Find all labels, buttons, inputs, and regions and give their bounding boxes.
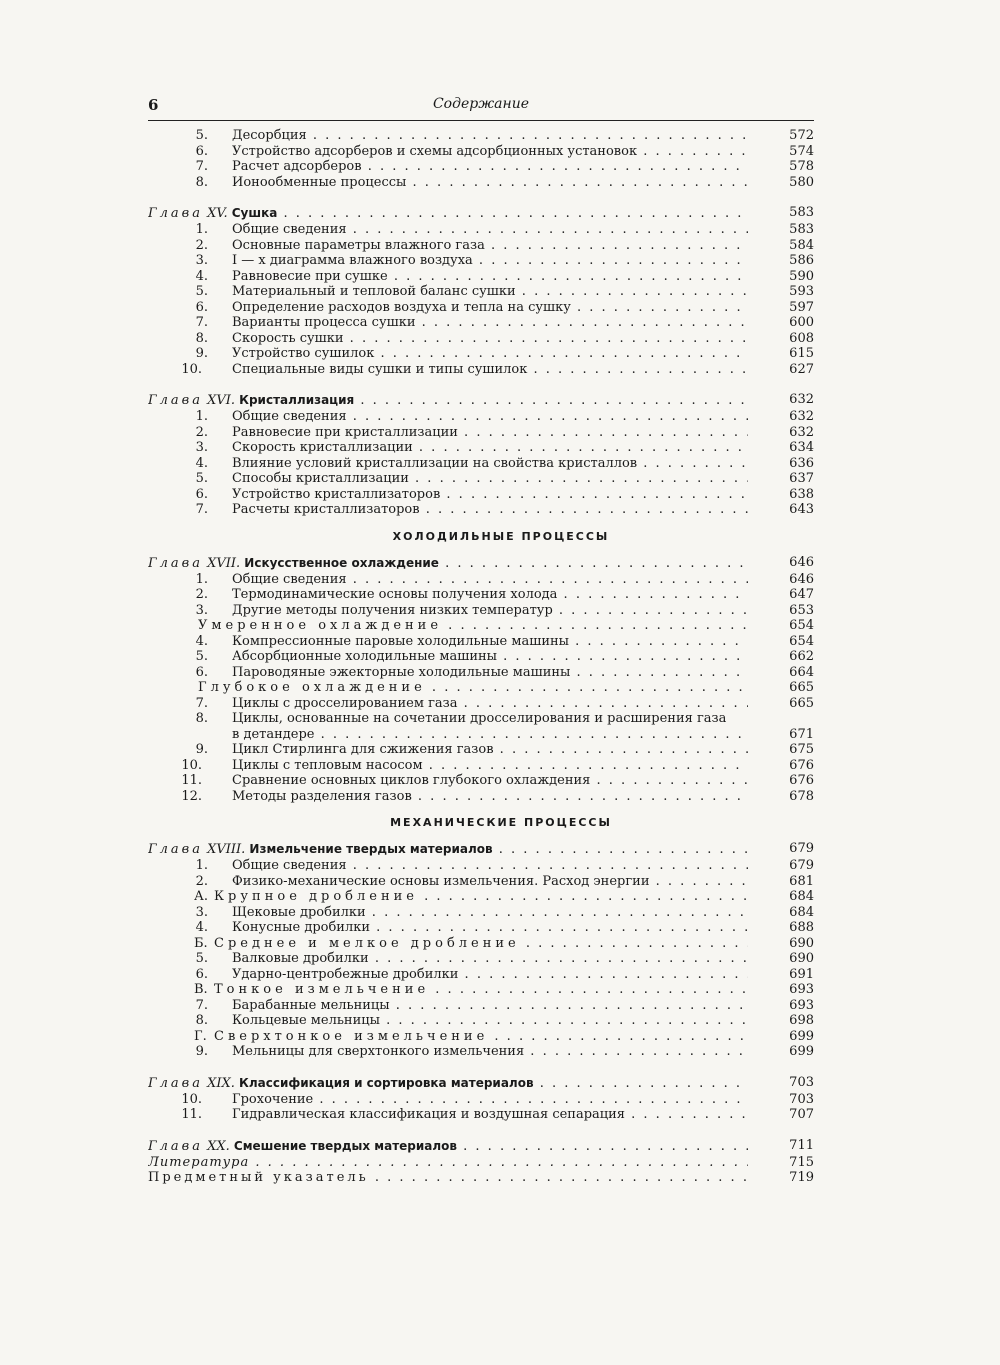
page-ref: 693	[789, 997, 814, 1013]
chapter-label: Глава	[148, 393, 203, 408]
section-title: Методы разделения газов . . .	[232, 789, 748, 805]
section-title: Определение расходов воздуха и тепла на сушку . . .	[232, 300, 748, 316]
section-entry	[148, 362, 814, 378]
section-number: 11.	[181, 1107, 202, 1122]
section-number: 12.	[181, 788, 202, 804]
chapter-label: Глава	[148, 555, 203, 571]
chapter-label: Глава	[148, 206, 203, 221]
section-number: 9.	[195, 346, 208, 361]
section-title: Другие методы получения низких температур . . .	[232, 603, 748, 619]
section-number: 3.	[195, 440, 208, 455]
section-entry	[148, 1092, 814, 1108]
section-entry	[148, 331, 814, 347]
section-entry	[148, 284, 814, 300]
header-rule	[148, 120, 814, 121]
section-title: Термодинамические основы получения холода . . .	[232, 587, 748, 603]
block-gap	[148, 1060, 814, 1066]
page-ref: 627	[789, 361, 814, 377]
section-number: 10.	[181, 757, 202, 773]
page-ref: 675	[789, 742, 814, 757]
section-title: Равновесие при кристаллизации . . .	[232, 425, 748, 441]
subsection-entry	[148, 618, 814, 634]
section-entry	[148, 269, 814, 285]
section-title: Расчет адсорберов . . .	[232, 159, 748, 175]
section-title: Циклы с дросселированием газа . . .	[232, 696, 748, 712]
part-heading: МЕХАНИЧЕСКИЕ ПРОЦЕССЫ	[390, 816, 612, 829]
page-ref: 578	[789, 159, 814, 174]
page-ref: 590	[789, 268, 814, 284]
section-title: Гидравлическая классификация и воздушная сепарация . . .	[232, 1107, 748, 1123]
page-ref: 678	[789, 788, 814, 804]
subsection-entry	[148, 1029, 814, 1045]
block-gap	[148, 377, 814, 383]
section-title: Валковые дробилки . . .	[232, 951, 748, 967]
section-entry	[148, 998, 814, 1014]
page-ref: 583	[789, 222, 814, 237]
page-ref: 597	[789, 299, 814, 315]
section-number: 6.	[195, 664, 208, 680]
section-title: Основные параметры влажного газа . . .	[232, 238, 748, 254]
section-number: 10.	[181, 361, 202, 377]
page-ref: 665	[789, 695, 814, 711]
section-number: 6.	[195, 966, 208, 982]
section-entry	[148, 471, 814, 487]
section-number: 7.	[195, 997, 208, 1013]
page-ref: 693	[789, 982, 814, 997]
section-entry	[148, 409, 814, 425]
section-title: Абсорбционные холодильные машины . . .	[232, 649, 748, 665]
section-number: 5.	[195, 284, 208, 299]
subsection-title: Среднее и мелкое дробление . . .	[214, 936, 748, 952]
section-title: Сравнение основных циклов глубокого охлаждения . . .	[232, 773, 748, 789]
page-ref: 584	[789, 237, 814, 253]
subsection-title: Умеренное охлаждение . . .	[198, 618, 748, 634]
section-title: Устройство сушилок . . .	[232, 346, 748, 362]
section-entry	[148, 649, 814, 665]
page-ref: 615	[789, 346, 814, 361]
section-entry	[148, 1013, 814, 1029]
section-number: 10.	[181, 1091, 202, 1107]
section-entry	[148, 440, 814, 456]
section-title: Барабанные мельницы . . .	[232, 998, 748, 1014]
section-title: Компрессионные паровые холодильные машины . . .	[232, 634, 748, 650]
section-title: Варианты процесса сушки . . .	[232, 315, 748, 331]
section-entry	[148, 253, 814, 269]
section-entry	[148, 711, 814, 727]
section-entry	[148, 572, 814, 588]
subsection-title: Крупное дробление . . .	[214, 889, 748, 905]
page-ref: 684	[789, 904, 814, 920]
section-entry	[148, 315, 814, 331]
subsection-letter: Г.	[194, 1028, 207, 1044]
section-entry	[148, 144, 814, 160]
subsection-entry	[148, 889, 814, 905]
backmatter-entry	[148, 1155, 814, 1171]
page-ref: 699	[789, 1044, 814, 1059]
page-ref: 690	[789, 951, 814, 966]
page-ref: 665	[789, 680, 814, 695]
page-ref: 637	[789, 471, 814, 486]
page-ref: 679	[789, 841, 814, 856]
section-entry	[148, 456, 814, 472]
chapter-heading	[148, 391, 748, 410]
page-ref: 719	[789, 1170, 814, 1185]
section-title: Способы кристаллизации . . .	[232, 471, 748, 487]
page-ref: 699	[789, 1028, 814, 1044]
table-of-contents	[148, 128, 814, 1186]
page-ref: 608	[789, 330, 814, 346]
chapter-roman: XVII.	[207, 555, 241, 571]
page-ref: 636	[789, 455, 814, 471]
section-title: Равновесие при сушке . . .	[232, 269, 748, 285]
page-ref: 662	[789, 649, 814, 664]
section-title: Материальный и тепловой баланс сушки . . .	[232, 284, 748, 300]
section-title: Циклы, основанные на сочетании дросселирования и расширения газа	[232, 711, 727, 726]
section-title: Устройство адсорберов и схемы адсорбционных установок . . .	[232, 144, 748, 160]
running-header	[148, 96, 814, 118]
section-number: 4.	[195, 455, 208, 471]
page-ref: 632	[789, 392, 814, 407]
section-title: Общие сведения . . .	[232, 858, 748, 874]
page-ref: 703	[789, 1091, 814, 1107]
page-ref: 572	[789, 128, 814, 143]
section-number: 9.	[195, 742, 208, 757]
chapter-roman: XVIII.	[207, 842, 246, 857]
page-ref: 653	[789, 602, 814, 618]
page-ref: 634	[789, 440, 814, 455]
section-title: Кольцевые мельницы . . .	[232, 1013, 748, 1029]
section-title: Циклы с тепловым насосом . . .	[232, 758, 748, 774]
page-ref: 583	[789, 205, 814, 220]
section-number: 6.	[195, 299, 208, 315]
backmatter-entry	[148, 1170, 814, 1186]
section-number: 2.	[195, 587, 208, 602]
section-entry	[148, 159, 814, 175]
subsection-letter: Б.	[194, 935, 208, 951]
section-title: Скорость сушки . . .	[232, 331, 748, 347]
section-number: 6.	[195, 486, 208, 502]
section-title: Расчеты кристаллизаторов . . .	[232, 502, 748, 518]
section-entry	[148, 502, 814, 518]
section-entry	[148, 858, 814, 874]
page-ref: 684	[789, 889, 814, 904]
section-title: Влияние условий кристаллизации на свойства кристаллов . . .	[232, 456, 748, 472]
section-entry	[148, 1107, 814, 1123]
section-number: 8.	[195, 711, 208, 726]
section-number: 1.	[195, 858, 208, 873]
page-ref: 600	[789, 315, 814, 330]
section-entry	[148, 727, 814, 743]
section-title: Общие сведения . . .	[232, 409, 748, 425]
section-title: Ударно-центробежные дробилки . . .	[232, 967, 748, 983]
section-number: 3.	[195, 904, 208, 920]
section-entry	[148, 425, 814, 441]
part-heading: ХОЛОДИЛЬНЫЕ ПРОЦЕССЫ	[392, 529, 610, 543]
chapter-roman: XIX.	[207, 1075, 235, 1091]
section-entry	[148, 128, 814, 144]
subsection-title: Сверхтонкое измельчение . . .	[214, 1029, 748, 1045]
chapter-entry	[148, 840, 814, 858]
section-number: 4.	[195, 268, 208, 284]
chapter-heading	[148, 554, 748, 573]
section-number: 4.	[195, 633, 208, 649]
section-number: 11.	[181, 773, 202, 788]
section-title: Десорбция . . .	[232, 128, 748, 144]
page-ref: 688	[789, 920, 814, 935]
section-title: Мельницы для сверхтонкого измельчения . . .	[232, 1044, 748, 1060]
section-entry	[148, 789, 814, 805]
chapter-roman: XVI.	[207, 393, 236, 408]
page-ref: 647	[789, 587, 814, 602]
section-number: 1.	[195, 222, 208, 237]
section-title: Цикл Стирлинга для сжижения газов . . .	[232, 742, 748, 758]
subsection-entry	[148, 936, 814, 952]
chapter-heading	[148, 1137, 748, 1156]
running-title: Содержание	[432, 96, 530, 112]
section-title: Общие сведения . . .	[232, 572, 748, 588]
section-number: 3.	[195, 602, 208, 618]
chapter-title: Смешение твердых материалов	[233, 1138, 458, 1153]
section-number: 3.	[195, 253, 208, 268]
section-title: Скорость кристаллизации . . .	[232, 440, 748, 456]
section-title: Физико-механические основы измельчения. Расход энергии . . .	[232, 874, 748, 890]
section-number: 8.	[195, 1013, 208, 1028]
chapter-heading	[148, 840, 748, 859]
section-entry	[148, 1044, 814, 1060]
page-ref: 690	[789, 935, 814, 951]
chapter-title: Искусственное охлаждение	[244, 555, 439, 570]
section-entry	[148, 300, 814, 316]
section-entry	[148, 905, 814, 921]
section-number: 2.	[195, 424, 208, 440]
section-entry	[148, 222, 814, 238]
block-gap	[148, 190, 814, 196]
chapter-heading	[148, 1074, 748, 1093]
chapter-label: Глава	[148, 1138, 203, 1154]
section-entry	[148, 874, 814, 890]
section-entry	[148, 696, 814, 712]
section-number: 5.	[195, 128, 208, 143]
section-title: Устройство кристаллизаторов . . .	[232, 487, 748, 503]
section-entry	[148, 773, 814, 789]
section-number: 5.	[195, 471, 208, 486]
section-number: 7.	[195, 159, 208, 174]
section-entry	[148, 665, 814, 681]
section-title: Пароводяные эжекторные холодильные машины . . .	[232, 665, 748, 681]
chapter-entry	[148, 204, 814, 222]
chapter-heading	[148, 204, 748, 223]
page-ref: 691	[789, 966, 814, 982]
section-entry	[148, 587, 814, 603]
page-ref: 664	[789, 664, 814, 680]
section-entry	[148, 634, 814, 650]
section-entry	[148, 758, 814, 774]
subsection-letter: А.	[194, 889, 208, 904]
chapter-roman: XX.	[207, 1138, 230, 1154]
section-number: 1.	[195, 409, 208, 424]
page-ref: 676	[789, 757, 814, 773]
section-number: 4.	[195, 920, 208, 935]
section-title: Щековые дробилки . . .	[232, 905, 748, 921]
section-number: 1.	[195, 571, 208, 587]
section-entry	[148, 175, 814, 191]
page-ref: 646	[789, 554, 814, 570]
page-ref: 676	[789, 773, 814, 788]
backmatter-title: Литература . . .	[148, 1155, 748, 1171]
page-ref: 574	[789, 143, 814, 159]
section-title: I — x диаграмма влажного воздуха . . .	[232, 253, 748, 269]
chapter-entry	[148, 1137, 814, 1155]
page-ref: 632	[789, 409, 814, 424]
section-title: Общие сведения . . .	[232, 222, 748, 238]
section-number: 8.	[195, 330, 208, 346]
chapter-roman: XV.	[207, 206, 228, 221]
section-number: 6.	[195, 143, 208, 159]
chapter-entry	[148, 1074, 814, 1092]
section-entry	[148, 346, 814, 362]
section-number: 2.	[195, 873, 208, 889]
section-entry	[148, 238, 814, 254]
section-title: Ионообменные процессы . . .	[232, 175, 748, 191]
chapter-title: Классификация и сортировка материалов	[239, 1075, 534, 1090]
section-title: Конусные дробилки . . .	[232, 920, 748, 936]
subsection-title: Тонкое измельчение . . .	[214, 982, 748, 998]
page-ref: 715	[789, 1154, 814, 1170]
section-number: 5.	[195, 649, 208, 664]
page-ref: 703	[789, 1074, 814, 1090]
chapter-label: Глава	[148, 842, 203, 857]
subsection-title: Глубокое охлаждение . . .	[198, 680, 748, 696]
chapter-title: Сушка	[231, 206, 278, 220]
chapter-label: Глава	[148, 1075, 203, 1091]
page-ref: 593	[789, 284, 814, 299]
page-ref: 632	[789, 424, 814, 440]
backmatter-title: Предметный указатель . . .	[148, 1170, 748, 1186]
section-entry	[148, 603, 814, 619]
section-title: в детандере . . .	[232, 727, 748, 743]
section-entry	[148, 487, 814, 503]
section-number: 9.	[195, 1044, 208, 1059]
page-ref: 681	[789, 873, 814, 889]
page-ref: 586	[789, 253, 814, 268]
page-ref: 679	[789, 858, 814, 873]
page-ref: 646	[789, 571, 814, 587]
page-ref: 711	[789, 1137, 814, 1153]
block-gap	[148, 1123, 814, 1129]
section-number: 7.	[195, 695, 208, 711]
subsection-letter: В.	[194, 982, 208, 997]
chapter-entry	[148, 554, 814, 572]
section-entry	[148, 951, 814, 967]
page-ref: 671	[789, 726, 814, 742]
section-number: 5.	[195, 951, 208, 966]
page-ref: 638	[789, 486, 814, 502]
chapter-entry	[148, 391, 814, 409]
page-ref: 580	[789, 174, 814, 190]
section-number: 2.	[195, 237, 208, 253]
section-number: 7.	[195, 502, 208, 517]
page-number: 6	[148, 96, 159, 114]
page-ref: 654	[789, 633, 814, 649]
section-entry	[148, 967, 814, 983]
page-ref: 643	[789, 502, 814, 517]
chapter-title: Кристаллизация	[239, 393, 355, 407]
page-ref: 654	[789, 618, 814, 633]
section-entry	[148, 742, 814, 758]
section-number: 8.	[195, 174, 208, 190]
section-title: Специальные виды сушки и типы сушилок . . .	[232, 362, 748, 378]
subsection-entry	[148, 680, 814, 696]
section-number: 7.	[195, 315, 208, 330]
subsection-entry	[148, 982, 814, 998]
page-ref: 707	[789, 1107, 814, 1122]
section-title: Грохочение . . .	[232, 1092, 748, 1108]
section-entry	[148, 920, 814, 936]
chapter-title: Измельчение твердых материалов	[249, 842, 493, 856]
page-ref: 698	[789, 1013, 814, 1028]
